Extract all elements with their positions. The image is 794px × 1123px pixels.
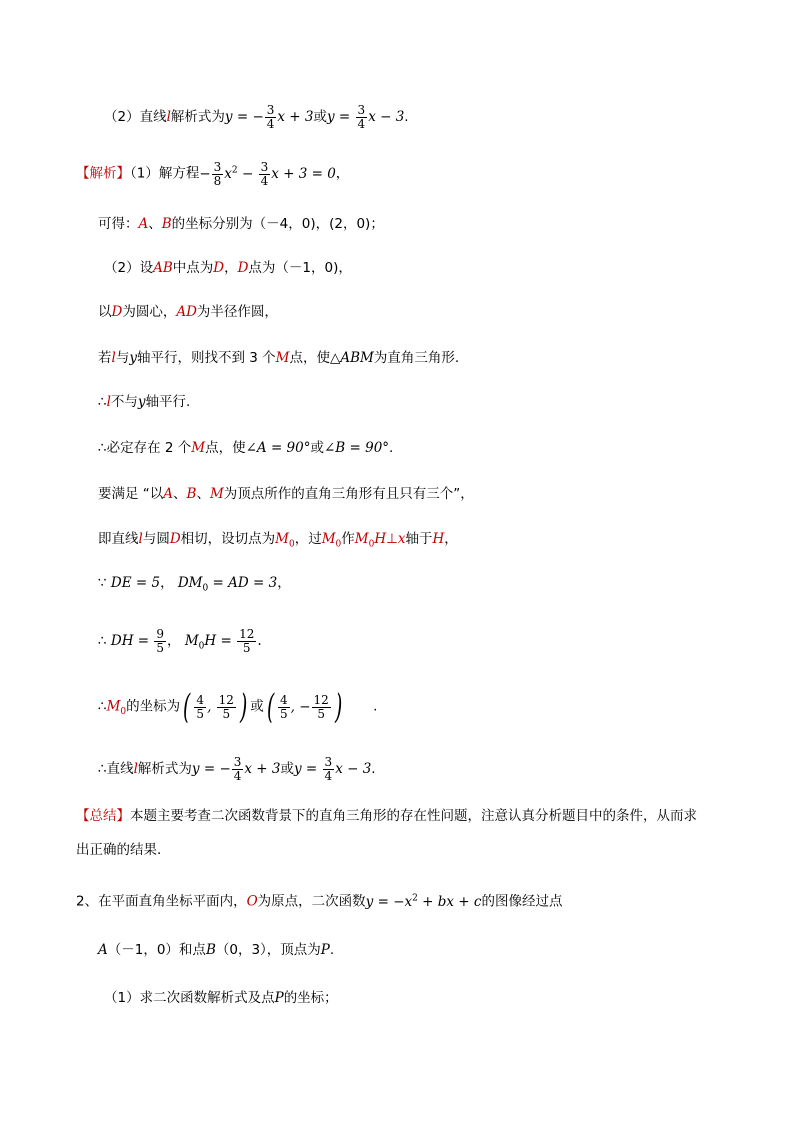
formula: y = $\frac{3}{4}$ x − 3 [294,755,372,783]
var-p: P [320,942,330,958]
analysis-tag: 【解析】 [76,165,130,182]
text: 作 [341,531,355,547]
text: ∴ [98,394,107,410]
var-a: A [138,216,149,232]
formula: ∠A = 90° [245,440,311,456]
text: . [404,109,409,125]
var-d: D [111,304,123,320]
question-part-1 [104,988,338,1008]
var-l: l [166,109,171,125]
formula: ( $\frac{4}{5}$ , − $\frac{12}{5}$ ) [266,687,343,727]
var-h: H [432,531,445,547]
text: （1）解方程 [130,165,200,182]
text: 或 [280,761,295,777]
text: ∴直线 [98,761,134,777]
var-o: O [246,893,258,910]
text: （1）求二次函数解析式及点 [104,990,275,1006]
text: 中点为 [172,260,214,276]
perp-symbol: ⊥ [386,531,398,547]
text: 不与 [110,394,138,410]
question-line [98,940,334,960]
text: 点，使 [289,350,330,366]
step-line [98,756,376,783]
step-line: $\therefore M_0$的坐标为( $\frac{4}{5}$ , $\frac{12}{5}$ ) 或( $\frac{4}{5}$ , − $\frac{12}{5}$ ) . [98,687,378,727]
text: . [373,698,378,715]
result-line [98,214,384,234]
formula: y = − $\frac{3}{4}$ x + 3 [224,103,314,131]
text: 轴平行. [145,394,191,410]
text: 的坐标为 [126,698,181,715]
answer-line-2 [104,104,409,131]
formula: $y = -x^2$ + bx + c [365,893,482,910]
therefore-symbol: ∴ [98,633,107,649]
text: 点为（－1，0)， [248,260,352,276]
text: . [389,440,394,456]
formula: ( $\frac{4}{5}$ , $\frac{12}{5}$ ) [183,687,248,727]
var-m: M [191,440,206,456]
var-l: l [138,531,143,547]
step-line [98,484,474,504]
text: ， [444,531,458,547]
var-d: D [237,260,249,276]
step-line: ∴ DH = $\frac{9}{5}$ ， $M_0H$ = $\frac{12}{5}$ . [98,627,262,655]
question-line [76,888,562,912]
text: 或 [310,440,324,456]
var-ab: AB [153,260,173,276]
text: 相切，设切点为 [180,531,276,547]
text: 可得： [98,216,139,232]
text: 与圆 [142,531,170,547]
var-l: l [133,761,138,777]
text: 若 [98,350,112,366]
var-l: l [111,350,116,366]
text: . [371,761,376,777]
text: 轴于 [405,531,433,547]
text: 解析式为 [170,109,225,125]
because-symbol: ∵ [98,575,107,591]
formula: y = $\frac{3}{4}$ x − 3 [327,103,405,131]
step-line [104,258,352,278]
text: 或 [313,109,328,125]
text: 、 [148,216,162,232]
formula: $M_0H$ = $\frac{12}{5}$ [184,627,255,655]
step-line: 即直线l与圆D相切，设切点为$M_0$，过$M_0$作$M_0H\perp x$轴于H， [98,531,458,550]
text: . [329,942,335,958]
var-m: M [275,350,290,366]
text: 2、在平面直角坐标平面内， [76,893,247,910]
var-y: y [137,394,146,410]
text: 为原点，二次函数 [257,893,366,910]
text: 、 [196,486,210,502]
text: 解析式为 [137,761,192,777]
formula: DH = $\frac{9}{5}$ [110,627,165,655]
formula: − $\frac{3}{8}$ $x^2$ − $\frac{3}{4}$ x + 3 = 0 [199,159,336,188]
var-y: y [129,350,137,366]
formula: DE = 5 [110,575,161,591]
var-p: P [274,990,284,1006]
summary-tag: 【总结】 [76,808,130,824]
text: 的图像经过点 [481,893,563,910]
text: 要满足 “以 [98,486,164,502]
var-b: B [205,942,216,958]
var-b: B [186,486,197,502]
formula: △ABM [329,350,374,366]
text: ，过 [294,531,322,547]
var-d: D [213,260,225,276]
text: 与 [115,350,130,366]
step-line: ∵ DE = 5， $DM_0$ = AD = 3， [98,575,291,594]
var-m: M [209,486,224,502]
formula: y = − $\frac{3}{4}$ x + 3 [191,755,281,783]
text: 轴平行，则找不到 3 个 [136,350,276,366]
text: 以 [98,304,112,320]
text: 的坐标； [283,990,338,1006]
var-l: l [106,394,111,410]
text: （0，3），顶点为 [215,942,321,958]
text: （－1，0）和点 [107,942,206,958]
formula: $DM_0$ = AD = 3 [177,575,278,594]
text: 本题主要考查二次函数背景下的直角三角形的存在性问题，注意认真分析题目中的条件，从而求 [130,808,697,824]
text: 为直角三角形. [373,350,460,366]
text: 、 [173,486,187,502]
summary-line [76,840,161,860]
text: 点，使 [205,440,246,456]
text: 出正确的结果. [76,842,162,858]
text: 即直线 [98,531,139,547]
text: （2）直线 [104,109,167,125]
var-m0: M [106,698,121,715]
var-m0: M [354,531,369,547]
var-ad: AD [176,304,197,320]
var-d: D [169,531,181,547]
text: 为半径作圆， [196,304,278,320]
var-h: H [374,531,387,547]
var-a: A [163,486,174,502]
var-b: B [161,216,172,232]
var-m0: M [275,531,289,547]
analysis-line: 【解析】（1）解方程− $\frac{3}{8}$ $x^2$ − $\frac{3}{4}$ x + 3 = 0， [76,159,350,188]
var-m0: M [321,531,336,547]
text: 或 [250,698,264,715]
text: ， [224,260,238,276]
var-a: A [98,942,108,958]
therefore-symbol: ∴ [98,698,107,715]
step-line [98,438,393,458]
var-x: x [397,531,406,547]
formula: ∠B = 90° [323,440,390,456]
step-line [98,348,459,368]
summary-line [76,806,697,826]
text: 为顶点所作的直角三角形有且只有三个”， [223,486,474,502]
step-line [98,392,190,412]
text: 的坐标分别为（－4，0)，(2，0)； [171,216,384,232]
text: 为圆心， [122,304,177,320]
step-line [98,302,278,322]
text: ∴必定存在 2 个 [98,440,192,456]
text: （2）设 [104,260,154,276]
